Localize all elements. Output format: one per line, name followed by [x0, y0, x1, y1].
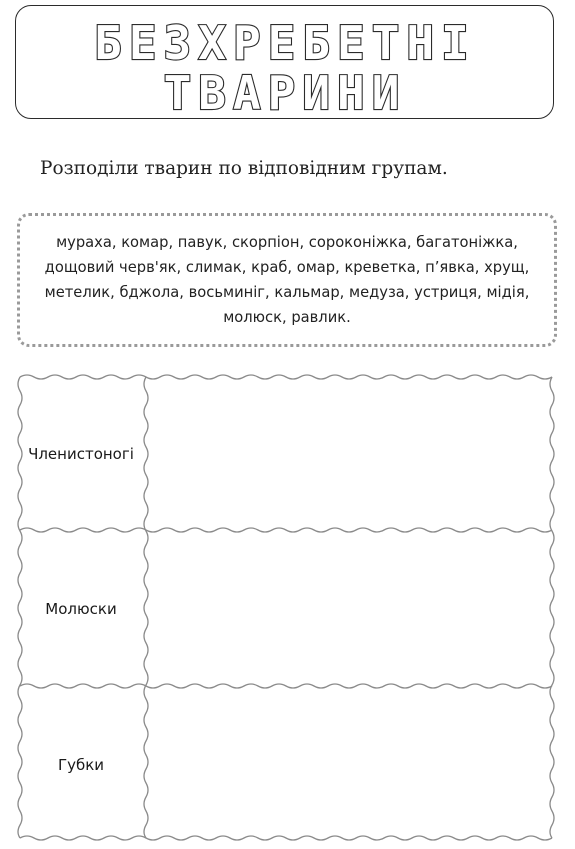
table-top-edge [20, 375, 552, 379]
word-bank-line: мураха, комар, павук, скорпіон, сороконіжка, багатоніжка, [56, 234, 518, 251]
table-right-edge [550, 377, 554, 838]
word-bank-text [45, 230, 530, 330]
title-line-1: БЕЗХРЕБЕТНІ [94, 16, 476, 70]
table-divider-1 [20, 528, 552, 532]
word-bank-line: метелик, бджола, восьминіг, кальмар, медуза, устриця, мідія, [44, 284, 530, 301]
word-bank [17, 213, 557, 347]
row-label-arthropods: Членистоногі [28, 445, 134, 463]
title-line-2: ТВАРИНИ [163, 66, 407, 120]
row-label-sponges: Губки [57, 756, 105, 774]
table-bottom-edge [20, 836, 552, 840]
title-banner [15, 5, 554, 119]
sorting-table [16, 372, 561, 848]
word-bank-line: дощовий черв'як, слимак, краб, омар, креветка, п’явка, хрущ, [44, 259, 530, 276]
title-graphic [16, 6, 555, 120]
table-divider-2 [20, 684, 552, 688]
instruction-text: Розподіли тварин по відповідним групам. [40, 158, 448, 179]
word-bank-line: молюск, равлик. [223, 309, 351, 326]
row-label-molluscs: Молюски [45, 600, 117, 618]
